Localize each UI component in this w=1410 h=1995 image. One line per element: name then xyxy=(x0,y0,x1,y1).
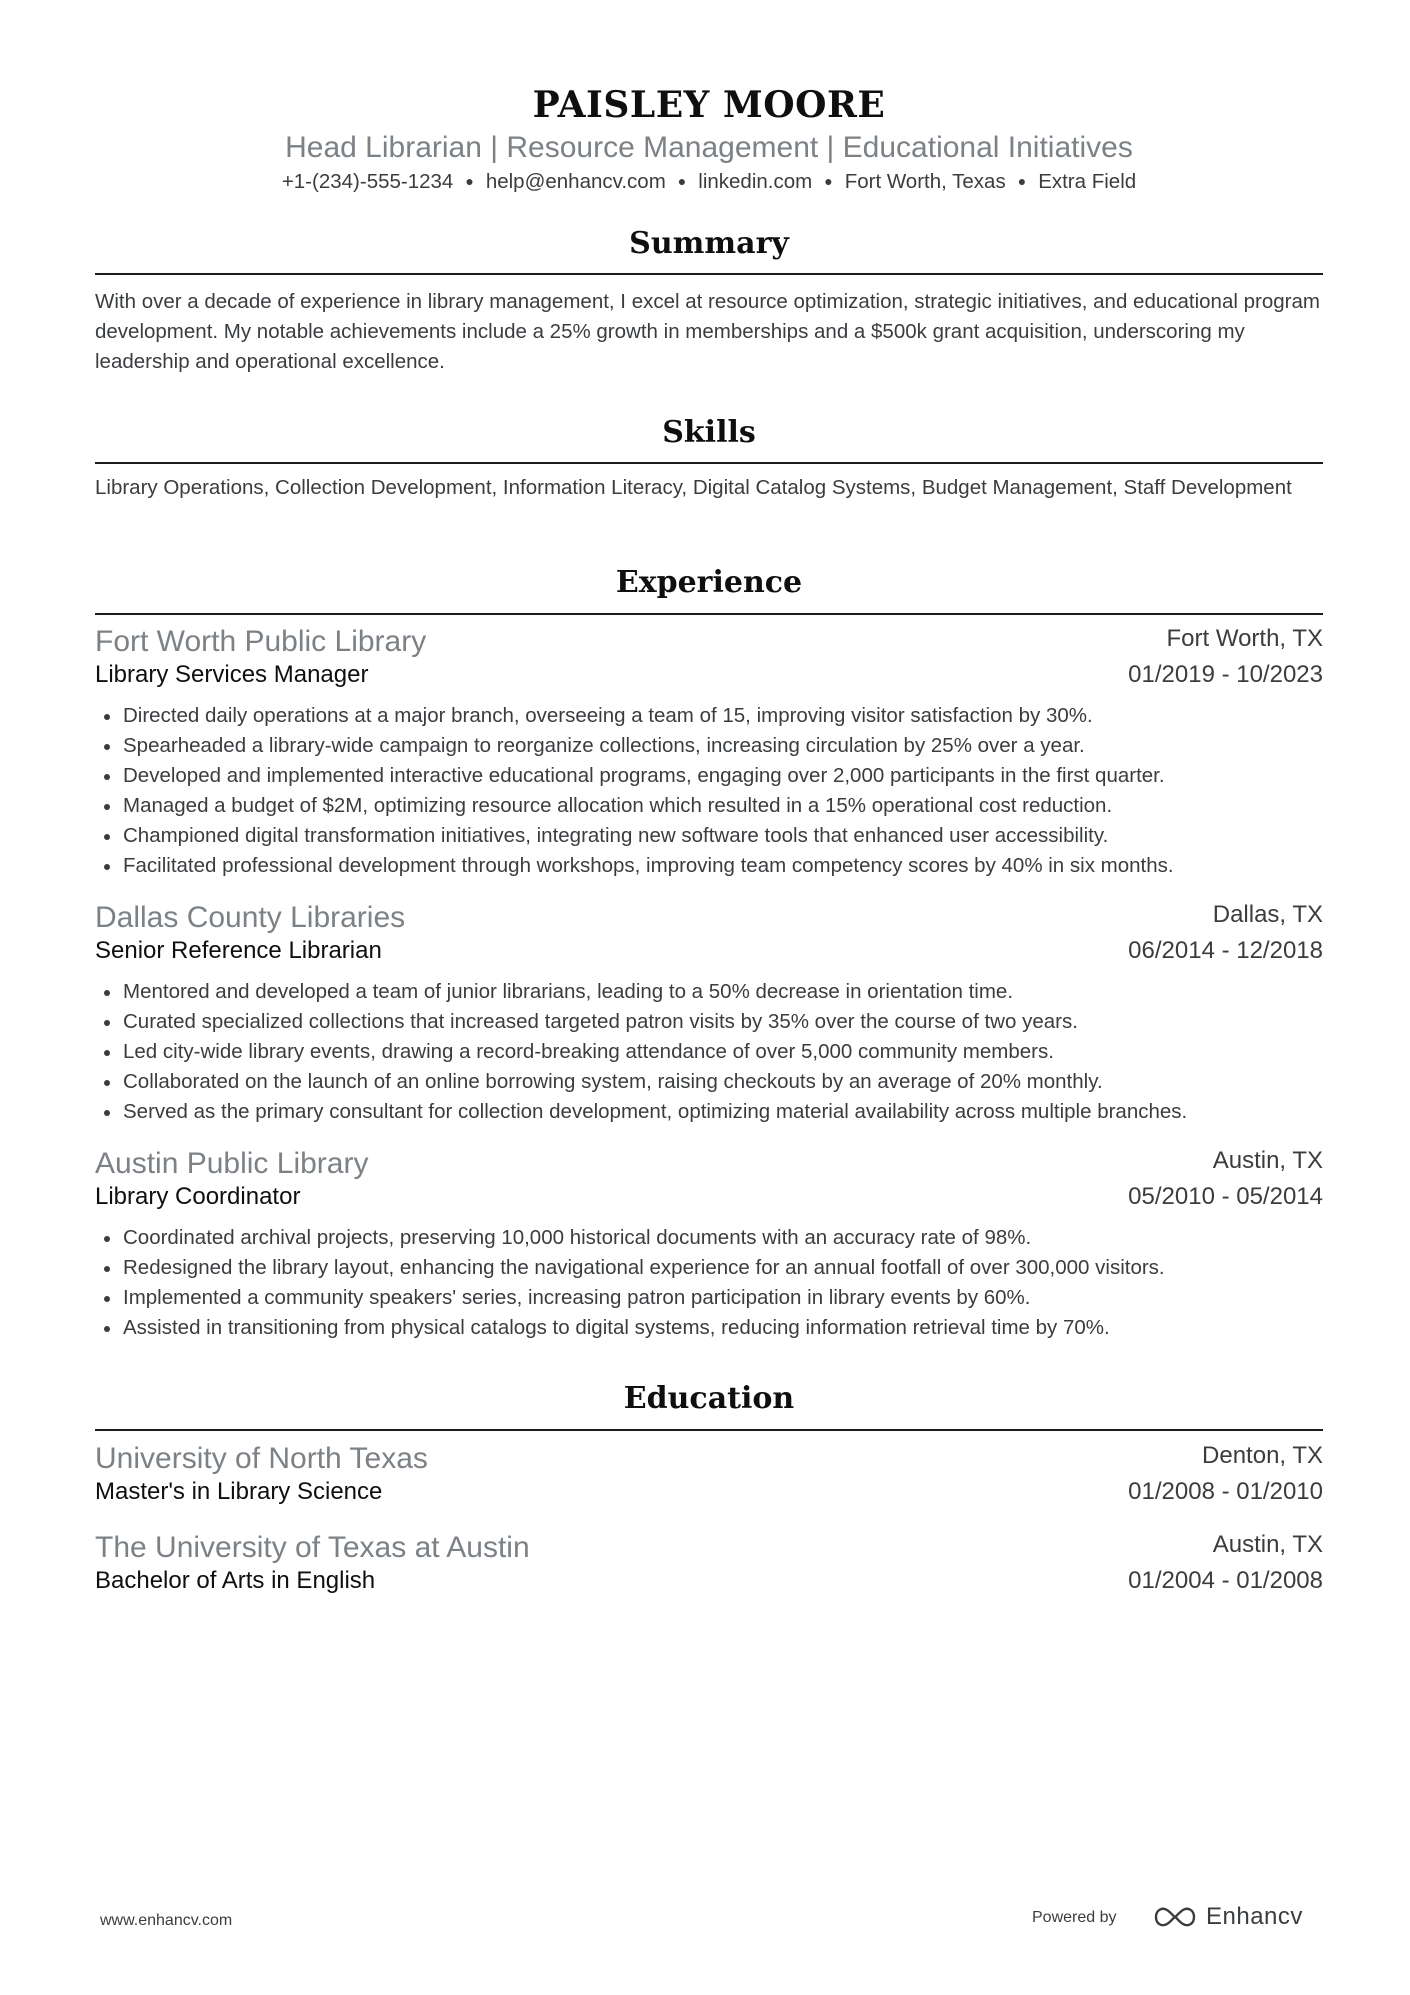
candidate-headline: Head Librarian | Resource Management | Educational Initiatives xyxy=(285,131,1133,164)
bullet-separator: ● xyxy=(465,173,474,189)
achievement-item: Coordinated archival projects, preserving 10,000 historical documents with an accuracy rate of 98%. xyxy=(95,1223,1323,1253)
achievement-item: Assisted in transitioning from physical catalogs to digital systems, reducing information retrieval time by 70%. xyxy=(95,1313,1323,1343)
contact-location: Fort Worth, Texas xyxy=(844,170,1006,193)
job-location: Fort Worth, TX xyxy=(1166,625,1323,652)
section-title-education: Education xyxy=(623,1381,795,1416)
school-name: University of North Texas xyxy=(95,1442,428,1475)
job-dates: 06/2014 - 12/2018 xyxy=(1128,937,1323,964)
job-dates: 01/2019 - 10/2023 xyxy=(1128,661,1323,688)
achievement-list xyxy=(95,1223,1323,1343)
job-location: Dallas, TX xyxy=(1212,901,1323,928)
powered-by-label: Powered by xyxy=(1032,1909,1117,1926)
job-dates: 05/2010 - 05/2014 xyxy=(1128,1183,1323,1210)
achievement-item: Redesigned the library layout, enhancing the navigational experience for an annual footfall of over 300,000 visitors. xyxy=(95,1253,1323,1283)
achievement-list xyxy=(95,701,1323,881)
achievement-item: Collaborated on the launch of an online borrowing system, raising checkouts by an average of 20% monthly. xyxy=(95,1067,1323,1097)
enhancv-logo-icon xyxy=(1152,1904,1198,1930)
achievement-list xyxy=(95,977,1323,1127)
section-title-summary: Summary xyxy=(629,226,789,261)
achievement-item: Implemented a community speakers' series, increasing patron participation in library events by 60%. xyxy=(95,1283,1323,1313)
degree-name: Master's in Library Science xyxy=(95,1478,383,1505)
candidate-name: PAISLEY MOORE xyxy=(532,84,886,126)
bullet-separator: ● xyxy=(677,173,687,189)
achievement-item: Championed digital transformation initiatives, integrating new software tools that enhanced user accessibility. xyxy=(95,821,1323,851)
summary-text: With over a decade of experience in library management, I excel at resource optimization, strategic initiatives, and educational program development. My notable achievements include a 25% growth in memberships and a $500k grant acquisition, underscoring my leadership and operational excellence. xyxy=(95,290,1320,373)
school-location: Denton, TX xyxy=(1202,1442,1323,1469)
degree-name: Bachelor of Arts in English xyxy=(95,1567,376,1594)
employer-name: Dallas County Libraries xyxy=(95,901,406,934)
section-divider xyxy=(95,273,1323,275)
employer-name: Fort Worth Public Library xyxy=(95,625,427,658)
achievement-item: Mentored and developed a team of junior librarians, leading to a 50% decrease in orientation time. xyxy=(95,977,1323,1007)
job-title: Library Services Manager xyxy=(95,661,369,688)
achievement-item: Developed and implemented interactive educational programs, engaging over 2,000 participants in the first quarter. xyxy=(95,761,1323,791)
achievement-item: Led city-wide library events, drawing a record-breaking attendance of over 5,000 community members. xyxy=(95,1037,1323,1067)
contact-email[interactable]: help@enhancv.com xyxy=(485,170,666,193)
section-title-skills: Skills xyxy=(662,415,756,450)
contact-phone: +1-(234)-555-1234 xyxy=(281,170,454,193)
experience-entry xyxy=(95,625,1323,881)
contact-linkedin[interactable]: linkedin.com xyxy=(698,170,813,193)
achievement-item: Served as the primary consultant for collection development, optimizing material availability across multiple branches. xyxy=(95,1097,1323,1127)
achievement-item: Spearheaded a library-wide campaign to reorganize collections, increasing circulation by 25% over a year. xyxy=(95,731,1323,761)
footer-website-link[interactable]: www.enhancv.com xyxy=(100,1912,233,1929)
job-title: Library Coordinator xyxy=(95,1183,301,1210)
enhancv-brand[interactable] xyxy=(1152,1899,1303,1935)
bullet-separator: ● xyxy=(1017,173,1027,189)
education-dates: 01/2008 - 01/2010 xyxy=(1128,1478,1323,1505)
achievement-item: Curated specialized collections that increased targeted patron visits by 35% over the course of two years. xyxy=(95,1007,1323,1037)
contact-extra-field: Extra Field xyxy=(1038,170,1137,193)
education-dates: 01/2004 - 01/2008 xyxy=(1128,1567,1323,1594)
skills-text: Library Operations, Collection Development, Information Literacy, Digital Catalog Systems, Budget Management, Staff Development xyxy=(95,476,1292,499)
section-divider xyxy=(95,1429,1323,1431)
experience-entry xyxy=(95,901,1323,1127)
section-divider xyxy=(95,613,1323,615)
job-title: Senior Reference Librarian xyxy=(95,937,382,964)
bullet-separator: ● xyxy=(824,173,833,189)
employer-name: Austin Public Library xyxy=(95,1147,369,1180)
achievement-item: Facilitated professional development through workshops, improving team competency scores by 40% in six months. xyxy=(95,851,1323,881)
achievement-item: Managed a budget of $2M, optimizing resource allocation which resulted in a 15% operational cost reduction. xyxy=(95,791,1323,821)
brand-name: Enhancv xyxy=(1206,1903,1303,1930)
education-entry xyxy=(95,1442,1323,1516)
school-name: The University of Texas at Austin xyxy=(95,1531,530,1564)
experience-entry xyxy=(95,1147,1323,1343)
contact-line xyxy=(95,170,1323,194)
section-title-experience: Experience xyxy=(615,565,803,600)
section-divider xyxy=(95,462,1323,464)
education-entry xyxy=(95,1531,1323,1605)
school-location: Austin, TX xyxy=(1212,1531,1323,1558)
job-location: Austin, TX xyxy=(1212,1147,1323,1174)
achievement-item: Directed daily operations at a major branch, overseeing a team of 15, improving visitor satisfaction by 30%. xyxy=(95,701,1323,731)
